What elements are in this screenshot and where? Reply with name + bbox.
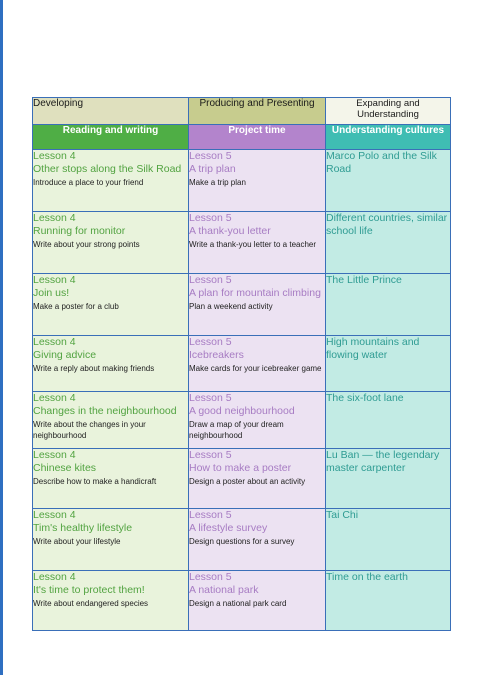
reading-cell <box>33 274 189 336</box>
lesson-description: Make cards for your icebreaker game <box>189 364 322 373</box>
lesson-label: Lesson 4 <box>33 336 76 348</box>
reading-cell <box>33 150 189 212</box>
lesson-label: Lesson 4 <box>33 449 76 461</box>
culture-title: High mountains and flowing water <box>326 336 420 361</box>
project-cell <box>189 449 326 509</box>
table-row <box>33 274 451 336</box>
strand-header-expanding: Expanding and Understanding <box>326 98 451 125</box>
lesson-label: Lesson 4 <box>33 274 76 286</box>
culture-title: Time on the earth <box>326 571 408 583</box>
lesson-label: Lesson 5 <box>189 274 232 286</box>
lesson-description: Design a poster about an activity <box>189 477 306 486</box>
strand-header-developing: Developing <box>33 98 189 125</box>
lesson-label: Lesson 4 <box>33 392 76 404</box>
lesson-description: Design questions for a survey <box>189 537 295 546</box>
culture-cell <box>326 212 451 274</box>
page-edge-line <box>0 0 3 675</box>
reading-cell <box>33 392 189 449</box>
project-cell <box>189 150 326 212</box>
lesson-description: Make a poster for a club <box>33 302 119 311</box>
lesson-title: A national park <box>189 584 259 596</box>
culture-title: Marco Polo and the Silk Road <box>326 150 437 175</box>
culture-title: The Little Prince <box>326 274 402 286</box>
lesson-description: Make a trip plan <box>189 178 246 187</box>
lesson-label: Lesson 5 <box>189 336 232 348</box>
lesson-title: Tim's healthy lifestyle <box>33 522 133 534</box>
reading-cell <box>33 509 189 571</box>
lesson-title: Chinese kites <box>33 462 97 474</box>
lesson-description: Write about your strong points <box>33 240 140 249</box>
lesson-title: Running for monitor <box>33 225 126 237</box>
lesson-label: Lesson 4 <box>33 212 76 224</box>
table-row <box>33 392 451 449</box>
reading-cell <box>33 336 189 392</box>
subheader-understanding-cultures: Understanding cultures <box>326 125 451 150</box>
syllabus-table <box>32 97 451 631</box>
lesson-title: Giving advice <box>33 349 97 361</box>
lesson-description: Draw a map of your dream neighbourhood <box>189 420 284 440</box>
culture-title: Lu Ban — the legendary master carpenter <box>326 449 440 474</box>
table-row <box>33 336 451 392</box>
lesson-title: Join us! <box>33 287 70 299</box>
project-cell <box>189 212 326 274</box>
lesson-title: Other stops along the Silk Road <box>33 163 182 175</box>
lesson-title: A good neighbourhood <box>189 405 295 417</box>
project-cell <box>189 336 326 392</box>
lesson-description: Describe how to make a handicraft <box>33 477 157 486</box>
culture-cell <box>326 449 451 509</box>
culture-title: Tai Chi <box>326 509 359 521</box>
lesson-title: A thank-you letter <box>189 225 271 237</box>
project-cell <box>189 392 326 449</box>
subheader-project-time: Project time <box>189 125 326 150</box>
lesson-label: Lesson 5 <box>189 150 232 162</box>
lesson-description: Introduce a place to your friend <box>33 178 144 187</box>
culture-cell <box>326 150 451 212</box>
lesson-label: Lesson 5 <box>189 571 232 583</box>
lesson-title: A trip plan <box>189 163 236 175</box>
lesson-description: Plan a weekend activity <box>189 302 273 311</box>
lesson-description: Write a thank-you letter to a teacher <box>189 240 317 249</box>
lesson-description: Write a reply about making friends <box>33 364 155 373</box>
table-row <box>33 509 451 571</box>
lesson-title: Icebreakers <box>189 349 244 361</box>
reading-cell <box>33 449 189 509</box>
lesson-description: Design a national park card <box>189 599 287 608</box>
project-cell <box>189 509 326 571</box>
culture-title: The six-foot lane <box>326 392 404 404</box>
lesson-label: Lesson 5 <box>189 509 232 521</box>
table-row <box>33 449 451 509</box>
project-cell <box>189 274 326 336</box>
lesson-title: How to make a poster <box>189 462 292 474</box>
culture-title: Different countries, similar school life <box>326 212 448 237</box>
table-row <box>33 150 451 212</box>
reading-cell <box>33 571 189 631</box>
lesson-title: It's time to protect them! <box>33 584 145 596</box>
subheader-row <box>33 125 451 150</box>
lesson-title: A lifestyle survey <box>189 522 268 534</box>
culture-cell <box>326 571 451 631</box>
lesson-label: Lesson 5 <box>189 212 232 224</box>
table-row <box>33 571 451 631</box>
strand-header-producing: Producing and Presenting <box>189 98 326 125</box>
subheader-reading-writing: Reading and writing <box>33 125 189 150</box>
table-row <box>33 212 451 274</box>
lesson-label: Lesson 5 <box>189 392 232 404</box>
lesson-label: Lesson 5 <box>189 449 232 461</box>
culture-cell <box>326 336 451 392</box>
lesson-label: Lesson 4 <box>33 150 76 162</box>
lesson-description: Write about endangered species <box>33 599 149 608</box>
lesson-label: Lesson 4 <box>33 571 76 583</box>
lesson-description: Write about your lifestyle <box>33 537 121 546</box>
lesson-label: Lesson 4 <box>33 509 76 521</box>
lesson-title: Changes in the neighbourhood <box>33 405 177 417</box>
culture-cell <box>326 274 451 336</box>
lesson-description: Write about the changes in your neighbourhood <box>33 420 146 440</box>
project-cell <box>189 571 326 631</box>
culture-cell <box>326 392 451 449</box>
reading-cell <box>33 212 189 274</box>
strand-header-row <box>33 98 451 125</box>
lesson-title: A plan for mountain climbing <box>189 287 321 299</box>
culture-cell <box>326 509 451 571</box>
